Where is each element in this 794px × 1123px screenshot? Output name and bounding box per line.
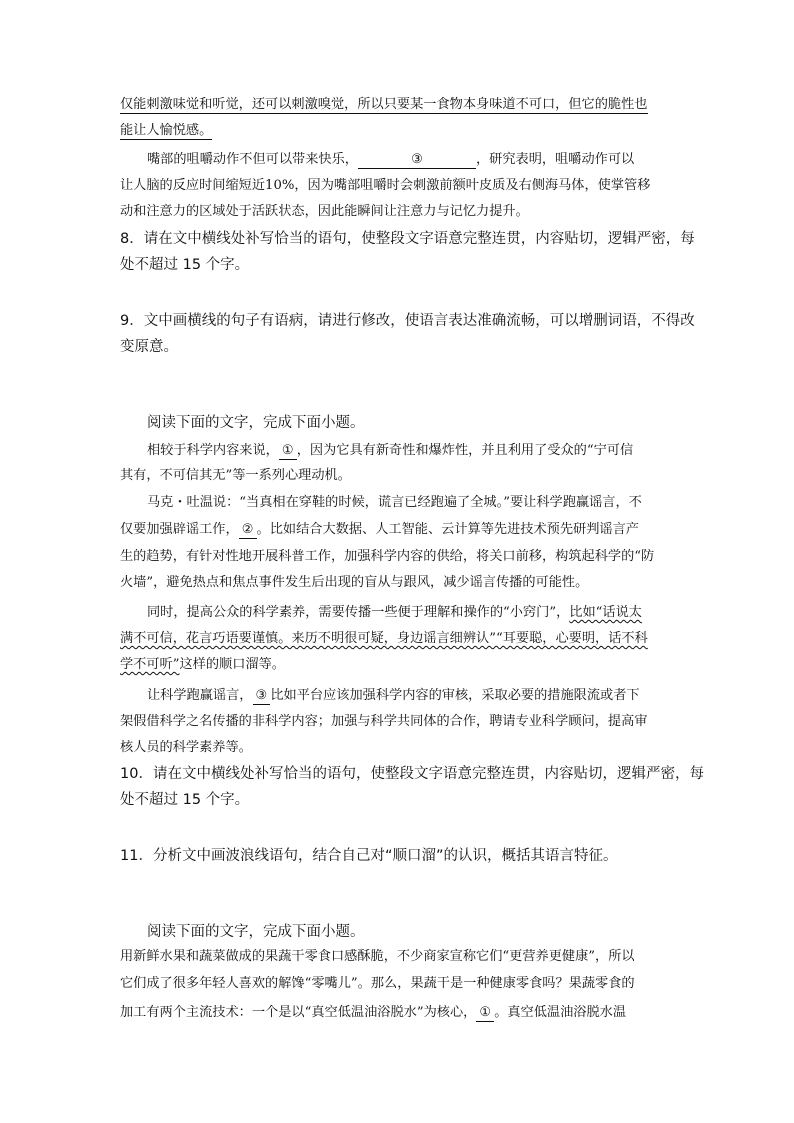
passage2-intro: 阅读下面的文字，完成下面小题。 (147, 415, 365, 431)
answer-blank-2[interactable]: ② (239, 522, 257, 539)
passage2-line-8 (120, 629, 680, 649)
passage1-line-5: 动和注意力的区域处于活跃状态，因此能瞬间让注意力与记忆力提升。 (120, 204, 529, 219)
passage2-line-7: 同时，提高公众的科学素养，需要传播一些便于理解和操作的“小窍门”，比如“话说太 (147, 605, 642, 620)
passage2-line-1: 相较于科学内容来说， ① ，因为它具有新奇性和爆炸性，并且利用了受众的“宁可信 (147, 443, 634, 458)
answer-blank-1[interactable]: ① (279, 443, 297, 460)
passage3-intro: 阅读下面的文字，完成下面小题。 (147, 924, 365, 940)
passage2-line-4: 仅要加强辟谣工作， ② 。比如结合大数据、人工智能、云计算等先进技术预先研判谣言产 (120, 522, 639, 537)
question-9-line-2: 变原意。 (120, 339, 178, 355)
passage2-line-3: 马克・吐温说：“当真相在穿鞋的时候，谎言已经跑遍了全城。”要让科学跑赢谣言，不 (147, 495, 642, 510)
underlined-sentence-end: 能让人愉悦感。 (120, 123, 213, 138)
passage1-line-3: 嘴部的咀嚼动作不但可以带来快乐， ③ ，研究表明，咀嚼动作可以 (147, 152, 635, 167)
question-9-line-1: 9．文中画横线的句子有语病，请进行修改，使语言表达准确流畅，可以增删词语，不得改 (120, 313, 695, 329)
passage2-line-11: 架假借科学之名传播的非科学内容；加强与科学共同体的合作，聘请专业科学顾问，提高审 (120, 714, 648, 729)
passage2-line-6: 火墙”，避免热点和焦点事件发生后出现的盲从与跟风，减少谣言传播的可能性。 (120, 575, 589, 590)
passage3-line-3: 加工有两个主流技术：一个是以“真空低温油浴脱水”为核心， ① 。真空低温油浴脱水温 (120, 1005, 627, 1020)
passage2-line-10: 让科学跑赢谣言， ③ 比如平台应该加强科学内容的审核，采取必要的措施限流或者下 (147, 688, 640, 703)
passage2-line-5: 生的趋势，有针对性地开展科普工作，加强科学内容的供给，将关口前移，构筑起科学的“防 (120, 549, 655, 564)
wavy-underlined-text: 比如“话说太 (569, 605, 642, 620)
question-8-line-1: 8．请在文中横线处补写恰当的语句，使整段文字语意完整连贯，内容贴切，逻辑严密，每 (120, 231, 695, 247)
passage1-line-4: 让人脑的反应时间缩短近10%，因为嘴部咀嚼时会刺激前额叶皮质及右侧海马体，使掌管移 (120, 178, 651, 193)
passage2-line-12: 核人员的科学素养等。 (120, 740, 252, 755)
answer-blank-3[interactable]: ③ (358, 152, 476, 169)
answer-blank-3[interactable]: ③ (253, 688, 271, 705)
passage1-line-1 (120, 95, 680, 115)
passage3-line-1: 用新鲜水果和蔬菜做成的果蔬干零食口感酥脆，不少商家宣称它们“更营养更健康”，所以 (120, 949, 635, 964)
question-10-line-1: 10．请在文中横线处补写恰当的语句，使整段文字语意完整连贯，内容贴切，逻辑严密，每 (120, 766, 704, 782)
question-11: 11．分析文中画波浪线语句，结合自己对“顺口溜”的认识，概括其语言特征。 (120, 848, 618, 864)
underlined-sentence: 仅能刺激味觉和听觉，还可以刺激嗅觉，所以只要某一食物本身味道不可口，但它的脆性也 (120, 97, 648, 112)
wavy-underlined-text: 满不可信，花言巧语要谨慎。来历不明很可疑，身边谣言细辨认”“耳要聪，心要明，话不科 (120, 631, 648, 646)
question-8-line-2: 处不超过 15 个字。 (120, 257, 250, 273)
passage3-line-2: 它们成了很多年轻人喜欢的解馋“零嘴儿”。那么，果蔬干是一种健康零食吗？果蔬零食的 (120, 976, 635, 991)
answer-blank-1[interactable]: ① (476, 1005, 494, 1022)
passage1-line-2 (120, 121, 680, 141)
passage2-line-2: 其有，不可信其无”等一系列心理动机。 (120, 468, 351, 483)
passage2-line-9: 学不可听”这样的顺口溜等。 (120, 657, 285, 672)
wavy-underlined-text: 学不可听” (120, 657, 180, 672)
question-10-line-2: 处不超过 15 个字。 (120, 792, 250, 808)
